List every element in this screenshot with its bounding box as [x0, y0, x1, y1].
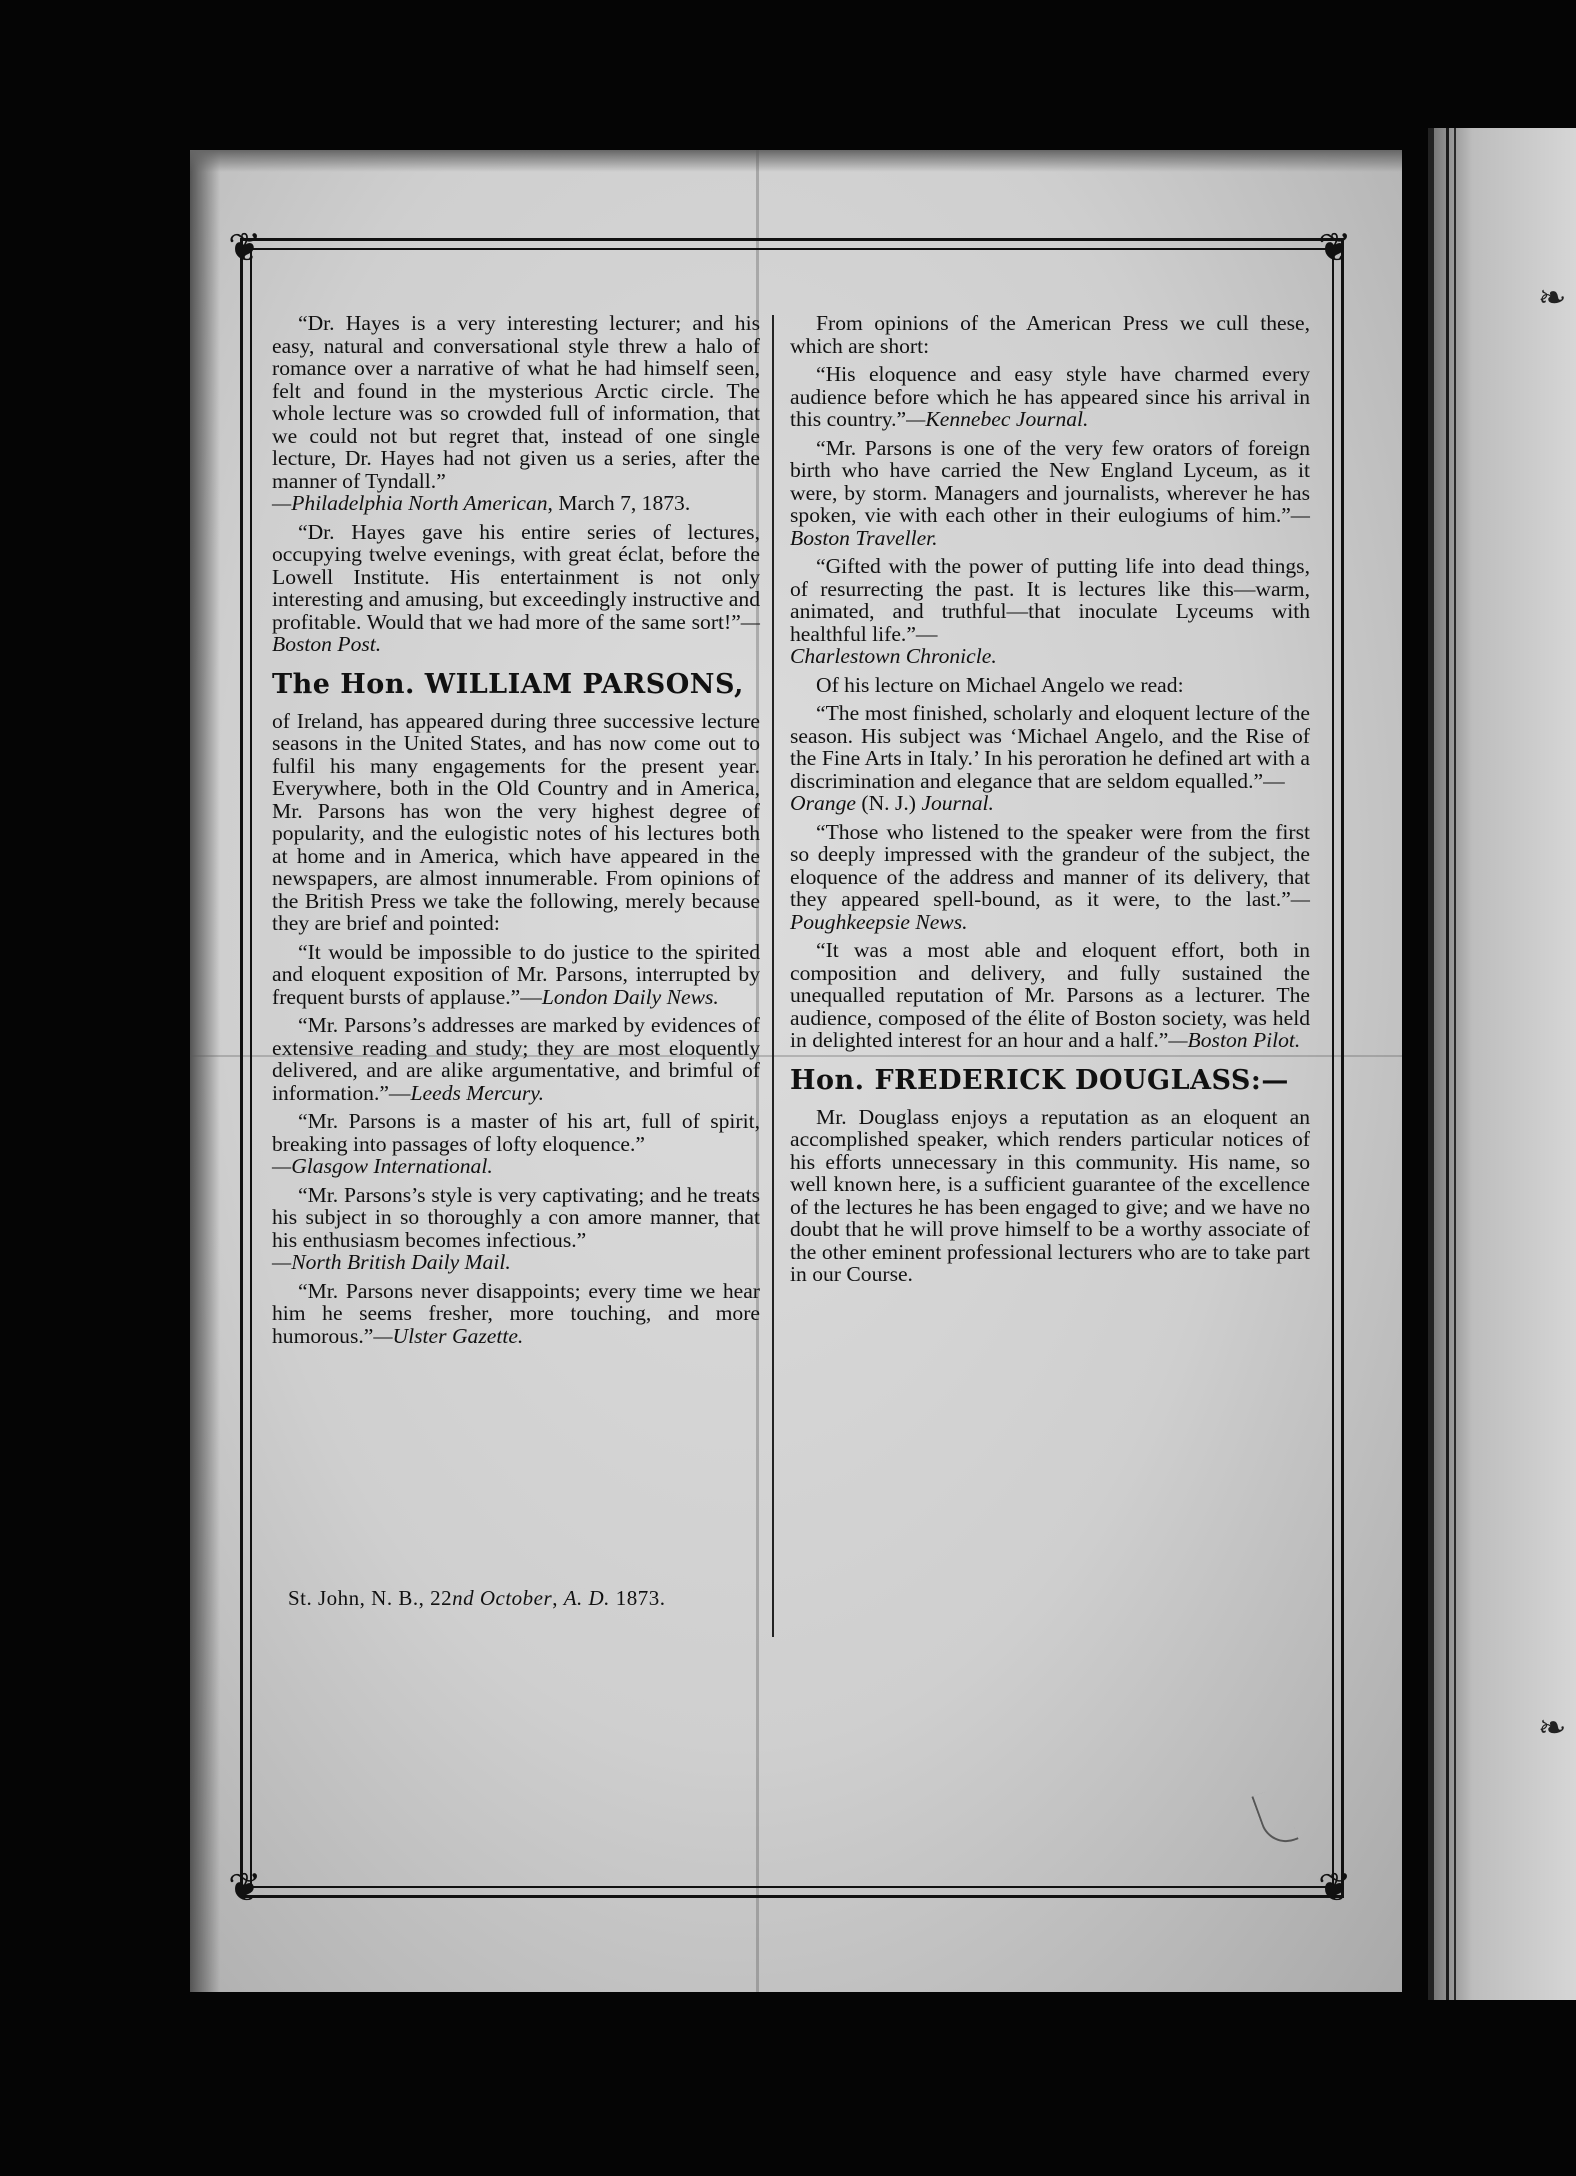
quote-date: , March 7, 1873.	[547, 491, 691, 515]
right-column	[790, 312, 1310, 1292]
quote-source: Leeds Mercury.	[410, 1080, 545, 1105]
section-heading-douglass: Hon. FREDERICK DOUGLASS:—	[790, 1064, 1289, 1096]
parsons-intro: of Ireland, has appeared during three successive lecture seasons in the United States, and has now come out to fulfil his many engagements for the present year. Everywhere, both in the Old Country and in America, Mr. Parsons has won the very highest degree of popularity, and the eulogistic notes of his lectures both at home and in America, which have appeared in the newspapers, are almost innumerable. From opinions of the British Press we take the following, merely because they are brief and pointed:	[272, 708, 760, 935]
quote-paragraph: “Mr. Parsons’s style is very captivating; and he treats his subject in so thoroughly a con amore manner, that his enthusiasm becomes infectious.” —North British Daily Mail.	[272, 1182, 760, 1274]
douglass-paragraph: Mr. Douglass enjoys a reputation as an eloquent an accomplished speaker, which renders particular notices of his efforts unnecessary in this community. His name, so well known here, is a sufficient guarantee of the excellence of the lectures he has been engaged to give; and we have no doubt that he will prove himself to be a worthy associate of the other eminent professional lecturers who are to take part in our Course.	[790, 1104, 1310, 1286]
quote-source: Orange	[790, 791, 856, 815]
quote-source: —Philadelphia North American	[272, 491, 548, 515]
quote-paragraph: “It was a most able and eloquent effort, both in composition and delivery, and fully sustained the unequalled reputation of Mr. Parsons as a lecturer. The audience, composed of the élite of Boston society, was held in delighted interest for an hour and a half.”—Boston Pilot.	[790, 938, 1310, 1052]
quote-paragraph: “Mr. Parsons is a master of his art, full of spirit, breaking into passages of lofty eloquence.” —Glasgow International.	[272, 1109, 760, 1178]
quote-source: —Boston Pilot.	[1168, 1028, 1301, 1052]
american-press-intro: From opinions of the American Press we cull these, which are short:	[790, 311, 1310, 358]
quote-paragraph: “Dr. Hayes is a very interesting lecturer; and his easy, natural and conversational style threw a halo of romance over a narrative of what he had himself seen, felt and found in the mysterious Arctic circle. The whole lecture was so crowded full of information, that we could not but regret that, instead of one single lecture, Dr. Hayes had not given us a series, after the manner of Tyndall.” —Philadelphia North American, March 7, 1873.	[272, 311, 760, 515]
corner-ornament-icon: ❦	[1318, 225, 1352, 270]
section-heading-parsons: The Hon. WILLIAM PARSONS,	[272, 668, 744, 700]
quote-paragraph: “Dr. Hayes gave his entire series of lectures, occupying twelve evenings, with great éclat, before the Lowell Institute. His entertainment is not only interesting and amusing, but exceedingly instructive and profitable. Would that we had more of the same sort!”—Boston Post.	[272, 519, 760, 656]
quote-source: —Kennebec Journal.	[906, 407, 1089, 431]
quote-source: —Glasgow International.	[272, 1154, 493, 1178]
dateline: St. John, N. B., 22nd October, A. D. 1873.	[288, 1586, 666, 1610]
corner-ornament-icon: ❦	[1318, 1865, 1352, 1910]
quote-source: —Ulster Gazette.	[373, 1323, 524, 1348]
adjacent-page-edge	[1428, 128, 1576, 2000]
quote-source: —Poughkeepsie News.	[790, 887, 1310, 934]
quote-source: —Boston Post.	[272, 609, 760, 656]
quote-source: —Boston Traveller.	[790, 503, 1310, 550]
corner-ornament-icon: ❦	[228, 1865, 262, 1910]
quote-paragraph: “Those who listened to the speaker were from the first so deeply impressed with the grandeur of the subject, the eloquence of the address and manner of its delivery, that they appeared spell-bound, as it were, to the last.”—Poughkeepsie News.	[790, 819, 1310, 934]
quote-paragraph: “Mr. Parsons’s addresses are marked by evidences of extensive reading and study; they are most eloquently delivered, and are alike argumentative, and brimful of information.”—Leeds Mercury.	[272, 1013, 760, 1105]
michael-angelo-intro: Of his lecture on Michael Angelo we read:	[816, 672, 1184, 697]
column-divider	[772, 315, 774, 1637]
corner-ornament-icon: ❦	[228, 225, 262, 270]
document-page	[190, 150, 1402, 1992]
quote-paragraph: “Mr. Parsons never disappoints; every time we hear him he seems fresher, more touching, and more humorous.”—Ulster Gazette.	[272, 1278, 760, 1348]
quote-paragraph: “His eloquence and easy style have charmed every audience before which he has appeared since his arrival in this country.”—Kennebec Journal.	[790, 362, 1310, 431]
quote-paragraph: “Mr. Parsons is one of the very few orators of foreign birth who have carried the New England Lyceum, as it were, by storm. Managers and journalists, wherever he has spoken, vie with each other in their eulogiums of him.”—Boston Traveller.	[790, 435, 1310, 550]
ornament-icon: ❧	[1538, 280, 1567, 317]
quote-paragraph: “It would be impossible to do justice to the spirited and eloquent exposition of Mr. Parsons, interrupted by frequent bursts of applause.”—London Daily News.	[272, 939, 760, 1009]
quote-source: —North British Daily Mail.	[272, 1250, 511, 1274]
quote-source: London Daily News.	[541, 984, 719, 1009]
quote-paragraph: “The most finished, scholarly and eloquent lecture of the season. His subject was ‘Michael Angelo, and the Rise of the Fine Arts in Italy.’ In his peroration he defined art with a discrimination and elegance that are seldom equalled.”— Orange (N. J.) Journal.	[790, 701, 1310, 815]
ornament-icon: ❧	[1538, 1710, 1567, 1747]
quote-paragraph: “Gifted with the power of putting life into dead things, of resurrecting the past. It is lectures like this—warm, animated, and truthful—that inoculate Lyceums with healthful life.”— Charlestown Chronicle.	[790, 554, 1310, 668]
adjacent-page-border	[1446, 128, 1449, 2000]
left-column	[272, 312, 760, 1353]
quote-source: Charlestown Chronicle.	[790, 644, 997, 668]
